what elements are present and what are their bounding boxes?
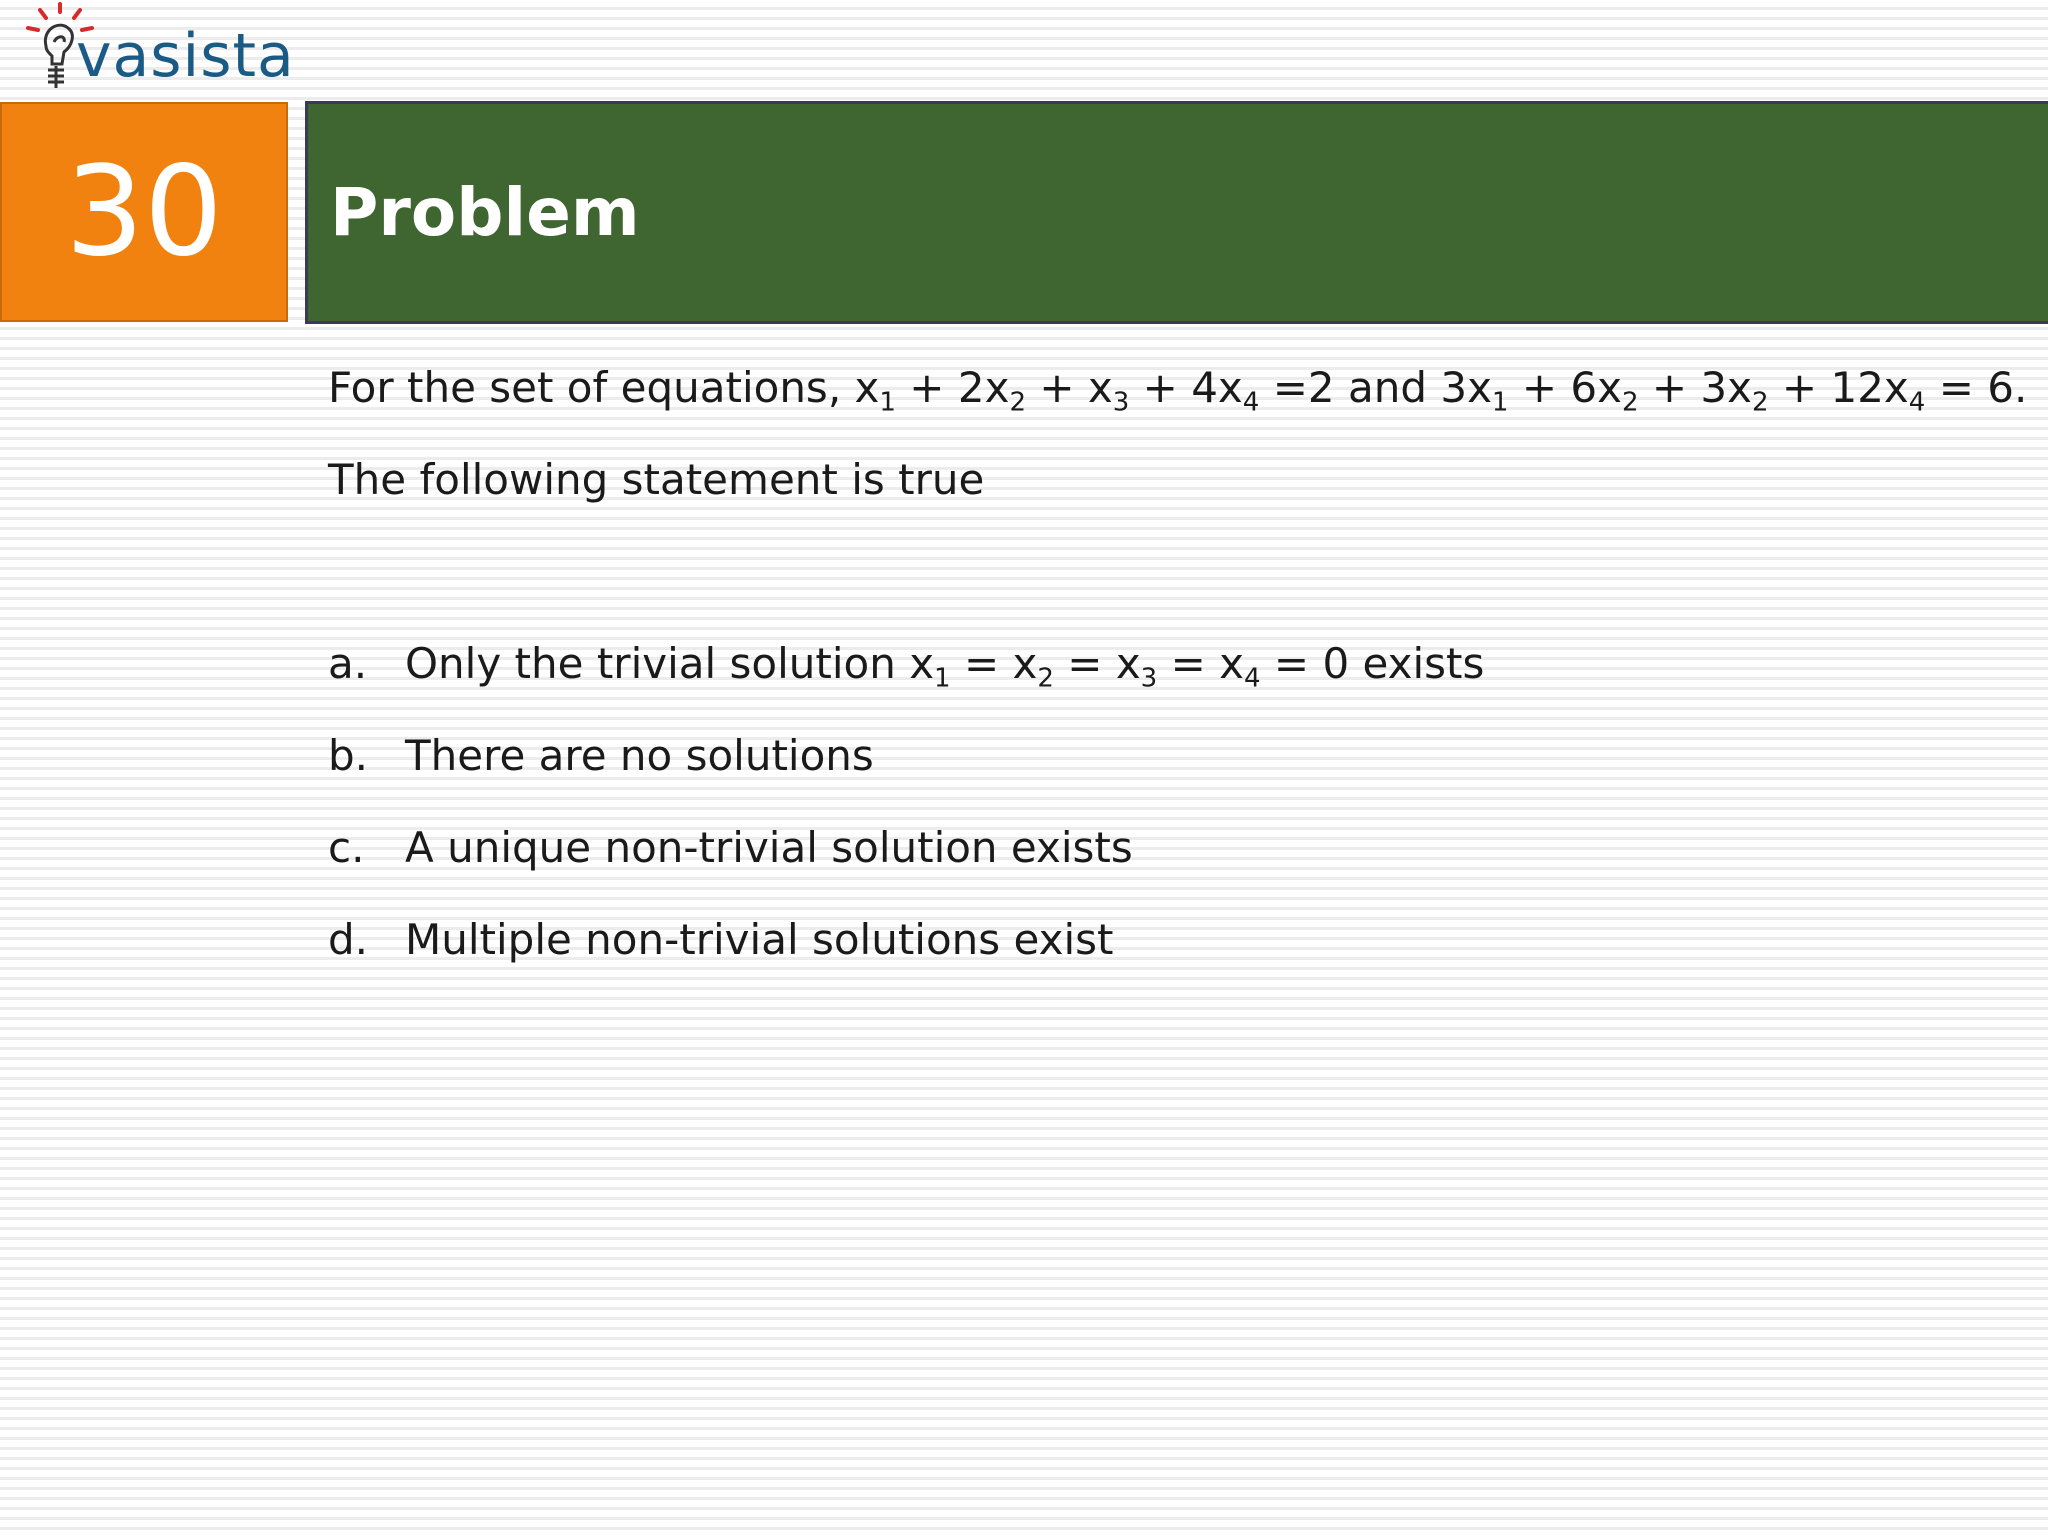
option-sub: 3 bbox=[1140, 663, 1158, 694]
option-text: = 0 exists bbox=[1260, 639, 1485, 688]
option-term: = x bbox=[1157, 639, 1244, 688]
page-title: Problem bbox=[330, 174, 640, 251]
option-term: = x bbox=[950, 639, 1038, 688]
eq2-rhs: = 6. bbox=[1925, 363, 2028, 412]
eq2-sub: 2 bbox=[1621, 387, 1639, 418]
eq1-term: + 4x bbox=[1129, 363, 1243, 412]
eq1-sub: 3 bbox=[1112, 387, 1130, 418]
eq2-sub: 1 bbox=[1491, 387, 1509, 418]
option-d bbox=[328, 910, 1113, 970]
problem-statement: The following statement is true bbox=[328, 455, 985, 504]
equation-2 bbox=[1440, 363, 2028, 418]
eq2-term: + 12x bbox=[1768, 363, 1909, 412]
option-term: = x bbox=[1053, 639, 1141, 688]
vasista-logo bbox=[24, 2, 295, 98]
problem-number: 30 bbox=[65, 140, 223, 284]
title-bar bbox=[305, 101, 2048, 324]
option-sub: 1 bbox=[934, 663, 951, 694]
eq2-sub: 4 bbox=[1908, 387, 1926, 418]
option-b bbox=[328, 726, 874, 786]
eq1-rhs: =2 and bbox=[1259, 363, 1441, 412]
option-sub: 4 bbox=[1243, 663, 1261, 694]
option-text: There are no solutions bbox=[405, 731, 874, 780]
eq2-term: + 3x bbox=[1638, 363, 1753, 412]
eq1-term: + x bbox=[1026, 363, 1113, 412]
eq1-term: + 2x bbox=[895, 363, 1010, 412]
option-letter: c. bbox=[328, 823, 365, 872]
option-letter: a. bbox=[328, 639, 368, 688]
option-a bbox=[328, 634, 1484, 694]
eq1-sub: 1 bbox=[879, 387, 896, 418]
option-text: Only the trivial solution bbox=[405, 639, 910, 688]
eq1-sub: 2 bbox=[1009, 387, 1026, 418]
option-text: A unique non-trivial solution exists bbox=[405, 823, 1133, 872]
intro-text: For the set of equations, bbox=[328, 363, 842, 412]
eq2-term: + 6x bbox=[1508, 363, 1622, 412]
option-letter: d. bbox=[328, 915, 369, 964]
problem-number-box bbox=[0, 102, 288, 322]
option-letter: b. bbox=[328, 731, 369, 780]
problem-equations bbox=[328, 358, 2027, 418]
option-c bbox=[328, 818, 1133, 878]
option-term: x bbox=[909, 639, 935, 688]
logo-text: vasista bbox=[76, 21, 295, 91]
equation-1 bbox=[854, 363, 1441, 418]
option-text: Multiple non-trivial solutions exist bbox=[405, 915, 1114, 964]
eq2-term: 3x bbox=[1440, 363, 1492, 412]
eq1-sub: 4 bbox=[1242, 387, 1260, 418]
eq1-term: x bbox=[854, 363, 880, 412]
option-sub: 2 bbox=[1037, 663, 1054, 694]
eq2-sub: 2 bbox=[1752, 387, 1769, 418]
